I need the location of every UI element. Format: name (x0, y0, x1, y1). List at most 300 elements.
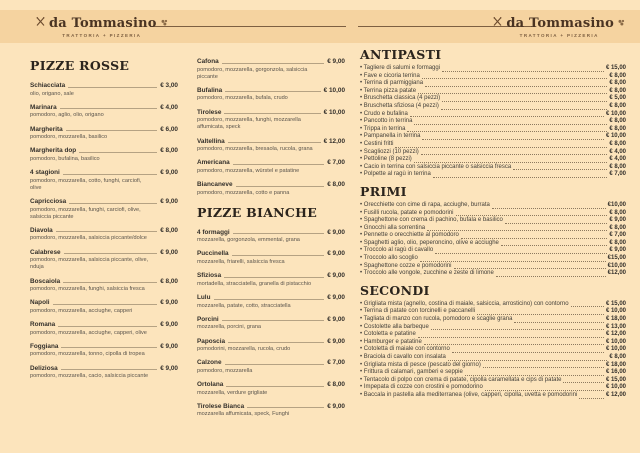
pizza-price: € 9,00 (160, 321, 178, 329)
menu-list-item (360, 111, 626, 119)
dish-name: • Cotoletta di maiale con contorno (360, 346, 450, 354)
pizza-item (197, 338, 345, 354)
dish-name: • Braciola di cavallo con insalata (360, 354, 446, 362)
leader-line (64, 253, 158, 254)
leader-line (222, 320, 325, 321)
leader-line (68, 87, 157, 88)
dish-name: • Cotoletta e patatine (360, 331, 416, 339)
pizza-item (197, 181, 345, 197)
dish-name: • Polpette al ragù in terrina (360, 171, 431, 179)
dotted-leader (441, 109, 608, 110)
dotted-leader (452, 352, 604, 353)
pizza-price: € 4,00 (160, 103, 178, 111)
dish-name: • Pancotto in terrina (360, 118, 412, 126)
leader-line (214, 299, 325, 300)
dotted-leader (492, 208, 606, 209)
menu-list-item (360, 369, 626, 377)
dish-price: € 13,00 (605, 323, 626, 330)
pizza-ingredients: pomodoro, mozzarella, acciughe, capperi, olive (30, 329, 147, 336)
pizza-price: € 6,00 (160, 125, 178, 133)
pizza-ingredients: mozzarella, verdure grigliate (197, 389, 268, 396)
dish-price: € 7,00 (609, 232, 626, 239)
menu-list-item (360, 149, 626, 157)
dotted-leader (563, 382, 604, 383)
dish-price: € 4,00 (609, 148, 626, 155)
menu-list-item (360, 118, 626, 126)
dish-price: € 10,00 (605, 384, 626, 391)
dish-price: € 8,00 (609, 239, 626, 246)
menu-list-item (360, 255, 626, 263)
pizza-price: € 7,00 (327, 359, 345, 367)
pizza-ingredients: olio, origano, sale (30, 90, 74, 97)
pizza-price: € 9,00 (327, 294, 345, 302)
leader-line (225, 91, 320, 92)
brand-logo-right (492, 14, 626, 38)
pizza-price: € 9,00 (160, 169, 178, 177)
menu-list-item (360, 141, 626, 149)
dish-price: € 10,00 (605, 110, 626, 117)
pizza-name: Tirolese Bianca (197, 402, 245, 410)
pizza-item (30, 249, 178, 272)
pizza-item (197, 294, 345, 310)
pizza-price: € 9,00 (160, 299, 178, 307)
dotted-leader (501, 245, 607, 246)
menu-list-item (360, 346, 626, 354)
menu-list-item (360, 240, 626, 248)
menu-list-item (360, 301, 626, 309)
dish-price: €10,00 (607, 262, 626, 269)
pizza-item (30, 198, 178, 221)
pizza-ingredients: mortadella, stracciatella, granella di pistacchio (197, 280, 312, 287)
dotted-leader (418, 337, 604, 338)
header-rule-left (150, 26, 346, 27)
pizza-item (197, 381, 345, 397)
dish-price: € 9,00 (609, 247, 626, 254)
dish-name: • Orecchiette con cime di rapa, acciughe, burrata (360, 202, 490, 210)
dish-price: € 12,00 (605, 391, 626, 398)
pizza-price: € 12,00 (323, 137, 345, 145)
dotted-leader (420, 261, 606, 262)
dotted-leader (485, 390, 604, 391)
dotted-leader (431, 329, 604, 330)
section-title-secondi: SECONDI (360, 282, 430, 298)
pizza-item (197, 359, 345, 375)
pizza-name: Margherita dop (30, 147, 77, 155)
pizza-name: Puccinella (197, 250, 229, 258)
dish-price: € 15,00 (605, 376, 626, 383)
dotted-leader (461, 238, 607, 239)
menu-list-item (360, 80, 626, 88)
pizza-item (30, 126, 178, 142)
pizza-ingredients: pomodoro, mozzarella, acciughe, capperi (30, 307, 133, 314)
pizza-price: € 3,00 (160, 82, 178, 89)
pizza-name: Biancaneve (197, 181, 233, 189)
leader-line (222, 63, 325, 64)
pizza-ingredients: pomodoro, mozzarella, bresaola, rucola, grana (197, 146, 313, 153)
dotted-leader (483, 367, 604, 368)
pizza-price: € 8,00 (327, 181, 345, 189)
pizza-item (197, 87, 345, 103)
pizza-price: € 9,00 (160, 248, 178, 256)
dish-price: € 8,00 (609, 102, 626, 109)
dish-price: € 7,00 (609, 171, 626, 178)
leader-line (66, 130, 158, 131)
dotted-leader (435, 253, 607, 254)
menu-list-item (360, 156, 626, 164)
menu-list-item (360, 225, 626, 233)
dish-name: • Pennette o orecchiette al pomodoro (360, 232, 459, 240)
leader-line (58, 326, 157, 327)
dish-name: • Cacio in terrina con salsiccia piccante o salsiccia fresca (360, 164, 511, 172)
dish-name: • Bruschetta classica (4 pezzi) (360, 95, 440, 103)
pizza-item (30, 321, 178, 337)
leader-line (79, 152, 157, 153)
pizza-price: € 9,00 (160, 364, 178, 372)
pizza-ingredients: pomodoro, mozzarella, basilico (30, 134, 108, 141)
pizza-item (30, 278, 178, 294)
menu-list-item (360, 324, 626, 332)
dish-price: € 12,00 (605, 331, 626, 338)
dish-price: € 8,00 (609, 87, 626, 94)
pizza-ingredients: mozzarella, patate, cotto, stracciatella (197, 302, 291, 309)
pizza-price: € 9,00 (327, 402, 345, 410)
pizza-ingredients: pomodoro, mozzarella, bufala, crudo (197, 95, 288, 102)
pizza-name: 4 stagioni (30, 169, 60, 177)
leader-line (226, 386, 324, 387)
pizza-ingredients: pomodoro, mozzarella, salsiccia piccante/dolce (30, 235, 147, 242)
menu-list-item (360, 362, 626, 370)
pizza-name: Tirolese (197, 108, 222, 116)
pizza-name: Marinara (30, 103, 57, 111)
leader-line (228, 142, 321, 143)
dish-name: • Spaghettone con crema di pachino, bufala e basilico (360, 217, 503, 225)
leader-line (228, 342, 324, 343)
dish-price: € 15,00 (605, 65, 626, 71)
leader-line (224, 277, 324, 278)
pizza-ingredients: mozzarella, friarelli, salsiccia fresca (197, 258, 285, 265)
menu-list-item (360, 354, 626, 362)
pizza-ingredients: pomodoro, mozzarella (197, 367, 253, 374)
menu-list-item (360, 217, 626, 225)
dish-name: • Tagliere di salumi e formaggi (360, 65, 440, 73)
menu-list-item (360, 164, 626, 172)
pizza-item (197, 316, 345, 332)
pizza-price: € 9,00 (327, 337, 345, 345)
pizza-name: Lulu (197, 294, 211, 302)
pizza-item (197, 138, 345, 154)
dotted-leader (418, 93, 607, 94)
dish-price: € 5,00 (609, 95, 626, 102)
menu-list-item (360, 339, 626, 347)
pizza-item (30, 227, 178, 243)
pizza-price: € 9,00 (327, 228, 345, 236)
pizza-ingredients: pomodoro, mozzarella, tonno, cipolla di tropea (30, 351, 145, 358)
pizza-ingredients: pomodorini, mozzarella, rucola, crudo (197, 346, 291, 353)
dish-name: • Baccala in pastella alla mediterranea (olive, capperi, cipolla, uvetta e pomodorini (360, 392, 577, 400)
dish-price: € 4,00 (609, 156, 626, 163)
leader-line (225, 364, 325, 365)
pizza-item (197, 58, 345, 81)
crossed-cutlery-icon (35, 14, 46, 32)
pizza-ingredients: pomodoro, mozzarella, cacio, salsiccia piccante (30, 373, 149, 380)
menu-page-right (360, 48, 626, 400)
dotted-leader (410, 116, 604, 117)
section-title-pizze-bianche: PIZZE BIANCHE (197, 204, 318, 220)
leader-line (224, 113, 320, 114)
dish-name: • Gnocchi alla sorrentina (360, 225, 425, 233)
leader-line (63, 174, 157, 175)
dish-name: • Terrina pizza patate (360, 88, 416, 96)
pizza-name: Napoli (30, 299, 50, 307)
dish-name: • Bruschetta sfiziosa (4 pezzi) (360, 103, 439, 111)
pizza-item (30, 82, 178, 98)
dotted-leader (427, 230, 607, 231)
dotted-leader (442, 101, 607, 102)
pizza-ingredients: pomodoro, mozzarella, salsiccia piccante, olive, nduja (30, 257, 149, 271)
pizza-item (30, 169, 178, 192)
pizze-rosse-column-1 (30, 58, 178, 425)
brand-tagline: TRATTORIA + PIZZERIA (519, 33, 599, 38)
dish-price: € 8,00 (609, 118, 626, 125)
dish-name: • Scagliozzi (10 pezzi) (360, 149, 419, 157)
crossed-cutlery-icon (492, 14, 503, 32)
dotted-leader (424, 344, 604, 345)
leader-line (63, 282, 157, 283)
section-title-antipasti: ANTIPASTI (360, 47, 442, 62)
leader-line (247, 407, 324, 408)
pizza-item (30, 104, 178, 120)
pizza-name: Sfiziosa (197, 272, 222, 280)
dotted-leader (456, 215, 608, 216)
pizza-ingredients: pomodoro, bufalina, basilico (30, 155, 100, 162)
dish-price: € 10,00 (605, 308, 626, 315)
pizze-column-2 (197, 58, 345, 425)
pizza-price: € 9,00 (327, 272, 345, 280)
dish-price: € 18,00 (605, 316, 626, 323)
pizza-name: Porcini (197, 315, 219, 323)
pizza-item (30, 147, 178, 163)
pizza-ingredients: pomodoro, aglio, olio, origano (30, 112, 104, 119)
pizza-ingredients: pomodoro, mozzarella, cotto, funghi, carciofi, olive (30, 177, 142, 191)
leader-line (233, 164, 325, 165)
pizza-name: Calzone (197, 359, 222, 367)
menu-list-item (360, 171, 626, 179)
pizza-name: 4 formaggi (197, 228, 230, 236)
dish-price: € 16,00 (605, 369, 626, 376)
dish-price: €12,00 (607, 270, 626, 277)
menu-list-item (360, 202, 626, 210)
dish-name: • Spaghetti aglio, olio, peperoncino, olive e acciughe (360, 240, 499, 248)
pizza-name: Ortolana (197, 381, 224, 389)
dotted-leader (414, 162, 608, 163)
pizza-ingredients: pomodoro, mozzarella, funghi, mozzarella affumicata, speck (197, 117, 301, 131)
pizza-name: Bufalina (197, 86, 223, 94)
leader-line (69, 203, 157, 204)
menu-list-item (360, 377, 626, 385)
dotted-leader (433, 177, 607, 178)
dotted-leader (442, 71, 604, 72)
pizza-price: € 9,00 (327, 315, 345, 323)
pizza-price: € 9,00 (160, 198, 178, 205)
dotted-leader (421, 154, 608, 155)
leader-line (61, 347, 157, 348)
pizza-price: € 8,00 (327, 381, 345, 389)
leader-line (233, 233, 325, 234)
dish-name: • Troccolo al ragù di cavallo (360, 247, 433, 255)
pizza-ingredients: pomodoro, mozzarella, gorgonzola, salsiccia piccante (197, 66, 308, 80)
menu-list-item (360, 247, 626, 255)
dish-price: € 8,00 (609, 140, 626, 147)
menu-list-item (360, 73, 626, 81)
ornament-icon (617, 14, 626, 32)
menu-list-item (360, 95, 626, 103)
dotted-leader (579, 398, 604, 399)
menu-list-item (360, 384, 626, 392)
dotted-leader (477, 314, 604, 315)
dotted-leader (395, 147, 607, 148)
dish-price: € 10,00 (605, 133, 626, 140)
pizza-name: Paposcia (197, 337, 226, 345)
menu-list-item (360, 392, 626, 400)
menu-list-item (360, 316, 626, 324)
pizza-price: € 8,00 (160, 226, 178, 234)
dish-price: €10,00 (607, 201, 626, 208)
dish-price: € 8,00 (609, 125, 626, 132)
dish-price: €15,00 (607, 255, 626, 262)
leader-line (53, 304, 158, 305)
dish-price: € 8,00 (609, 72, 626, 79)
pizza-ingredients: mozzarella, porcini, grana (197, 324, 262, 331)
dotted-leader (422, 78, 608, 79)
brand-name: da Tommasino (49, 15, 157, 31)
dotted-leader (414, 124, 607, 125)
dish-name: • Cestini fritti (360, 141, 393, 149)
pizza-price: € 9,00 (327, 250, 345, 258)
leader-line (56, 231, 157, 232)
dish-price: € 8,00 (609, 163, 626, 170)
pizza-ingredients: pomodoro, mozzarella, funghi, carciofi, olive, salsiccia piccante (30, 206, 141, 220)
pizza-price: € 8,00 (160, 147, 178, 155)
dish-name: • Grigliata mista (agnello, costina di maiale, salsiccia, arrosticino) con contorno (360, 301, 569, 309)
dish-name: • Spaghettone cozze e pomodorini (360, 263, 452, 271)
dish-name: • Terrina di parmiggiana (360, 80, 423, 88)
pizza-item (30, 343, 178, 359)
menu-list-item (360, 263, 626, 271)
dish-name: • Terrina di patate con torcinelli e paccanelli (360, 308, 475, 316)
pizza-name: Cafona (197, 58, 219, 65)
leader-line (232, 255, 325, 256)
dotted-leader (425, 86, 607, 87)
section-title-primi: PRIMI (360, 183, 407, 199)
dish-name: • Fusilli rucola, patate e pomodorini (360, 210, 454, 218)
pizza-item (30, 299, 178, 315)
pizza-name: Romana (30, 321, 56, 329)
dish-price: € 15,00 (605, 300, 626, 307)
leader-line (60, 108, 158, 109)
menu-list-item (360, 210, 626, 218)
dish-price: € 10,00 (605, 346, 626, 353)
pizza-price: € 10,00 (323, 108, 345, 116)
pizza-price: € 7,00 (327, 159, 345, 167)
pizza-name: Foggiana (30, 342, 59, 350)
pizza-item (30, 365, 178, 381)
dotted-leader (465, 375, 604, 376)
pizza-name: Capricciosa (30, 198, 67, 205)
dotted-leader (571, 306, 604, 307)
menu-list-item (360, 232, 626, 240)
pizza-item (197, 250, 345, 266)
dish-price: € 9,00 (609, 217, 626, 224)
dish-name: • Troccolo alle vongole, zucchine e zeste di limone (360, 270, 494, 278)
dish-price: € 8,00 (609, 209, 626, 216)
menu-list-item (360, 88, 626, 96)
pizza-price: € 9,00 (160, 342, 178, 350)
brand-tagline: TRATTORIA + PIZZERIA (62, 33, 142, 38)
brand-logo-left (35, 14, 169, 38)
dish-name: • Trippa in terrina (360, 126, 405, 134)
dish-name: • Frittura di calamari, gamberi e seppie (360, 369, 463, 377)
dotted-leader (505, 223, 607, 224)
pizza-name: Deliziosa (30, 364, 58, 372)
dotted-leader (496, 276, 606, 277)
menu-list-item (360, 65, 626, 73)
pizza-price: € 8,00 (160, 277, 178, 285)
pizza-name: Margherita (30, 125, 63, 133)
dish-name: • Fave e cicoria terrina (360, 73, 420, 81)
pizza-ingredients: mozzarella affumicata, speck, Funghi (197, 411, 290, 418)
menu-list-item (360, 270, 626, 278)
pizza-name: Schiacciata (30, 82, 66, 89)
pizza-item (197, 403, 345, 419)
pizza-name: Americana (197, 159, 230, 167)
dish-name: • Pampanella in terrina (360, 133, 420, 141)
pizza-item (197, 159, 345, 175)
dotted-leader (448, 360, 607, 361)
dish-price: € 18,00 (605, 361, 626, 368)
dish-name: • Pettoline (8 pezzi) (360, 156, 412, 164)
pizza-ingredients: pomodoro, mozzarella, cotto e panna (197, 189, 290, 196)
dotted-leader (454, 268, 606, 269)
menu-list-item (360, 103, 626, 111)
pizza-price: € 10,00 (323, 86, 345, 94)
menu-list-item (360, 133, 626, 141)
pizza-name: Boscaiola (30, 277, 61, 285)
leader-line (236, 186, 325, 187)
leader-line (61, 369, 158, 370)
pizza-ingredients: mozzarella, gorgonzola, emmental, grana (197, 237, 300, 244)
dotted-leader (514, 322, 604, 323)
dish-name: • Tentacolo di polpo con crema di patate, cipolla caramellata e cips di patate (360, 377, 561, 385)
dotted-leader (513, 169, 607, 170)
dotted-leader (407, 131, 607, 132)
menu-list-item (360, 308, 626, 316)
menu-page-left (30, 58, 346, 425)
dotted-leader (422, 139, 603, 140)
pizza-name: Valtellina (197, 137, 225, 145)
dish-price: € 8,00 (609, 354, 626, 360)
menu-list-item (360, 126, 626, 134)
pizza-item (197, 272, 345, 288)
pizza-name: Calabrese (30, 248, 61, 256)
dish-name: • Impepata di cozze con crostini e pomodorino (360, 384, 483, 392)
section-title-pizze-rosse: PIZZE ROSSE (30, 58, 130, 73)
brand-name: da Tommasino (506, 15, 614, 31)
pizza-item (197, 109, 345, 132)
dish-price: € 8,00 (609, 80, 626, 87)
pizza-ingredients: pomodoro, mozzarella, würstel e patatine (197, 167, 300, 174)
pizza-ingredients: pomodoro, mozzarella, funghi, salsiccia fresca (30, 286, 145, 293)
dish-name: • Costolette alla barbeque (360, 324, 429, 332)
